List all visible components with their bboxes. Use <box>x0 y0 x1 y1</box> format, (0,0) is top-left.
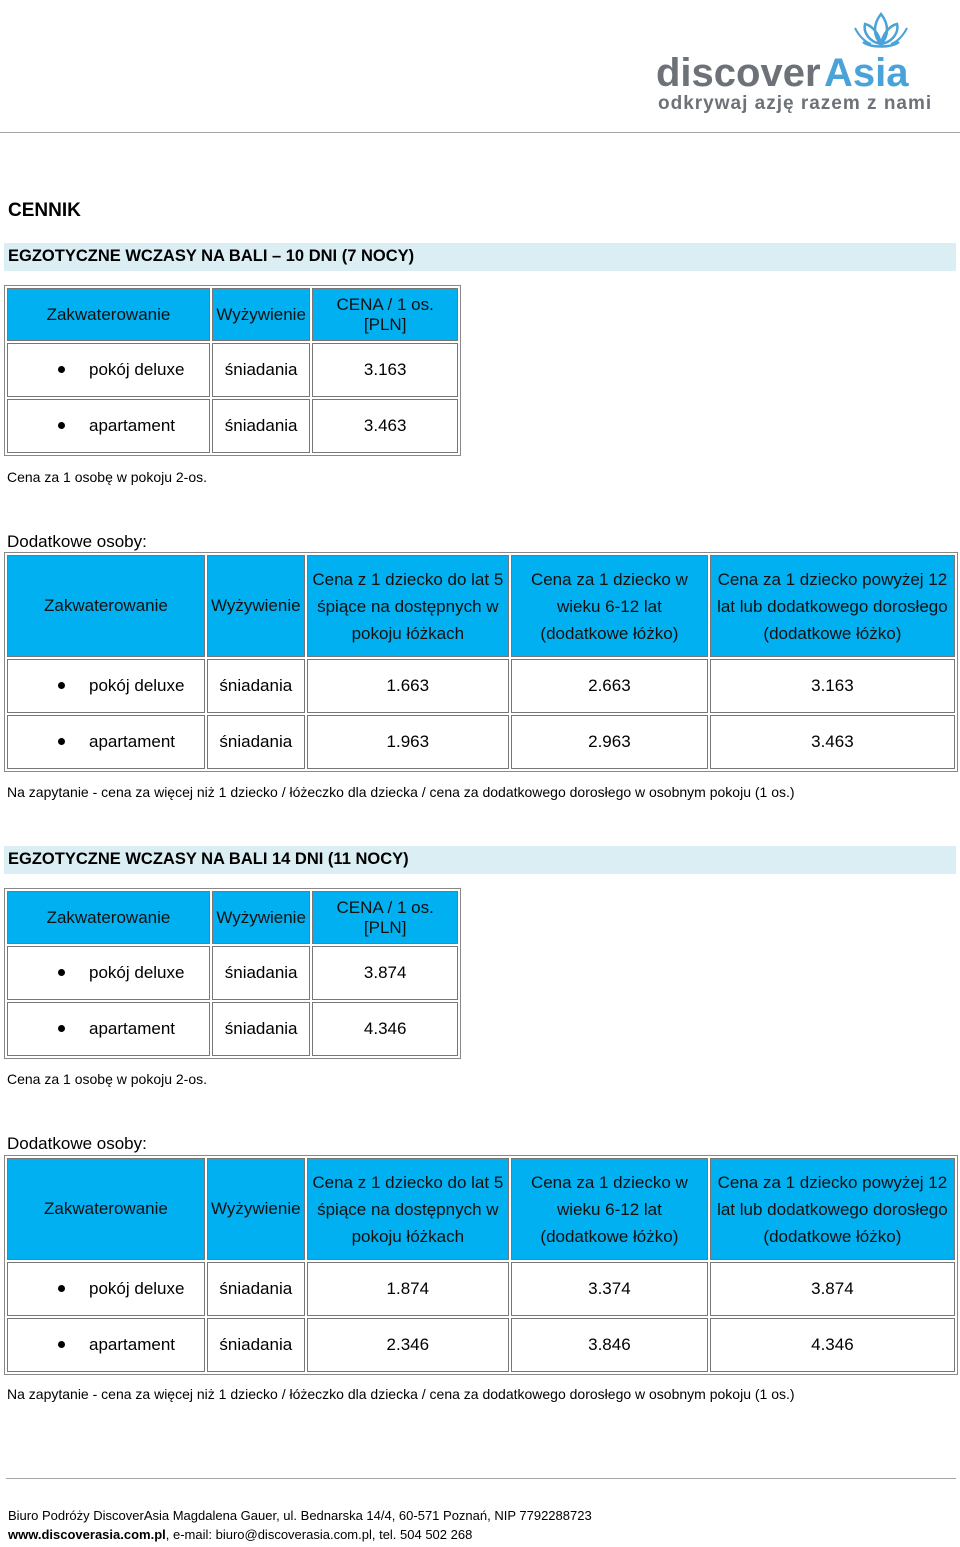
footer-address: Biuro Podróży DiscoverAsia Magdalena Gauer, ul. Bednarska 14/4, 60-571 Poznań, NIP 7792288723 <box>8 1508 592 1523</box>
extra-persons-table <box>4 1155 958 1375</box>
header-board: Wyżywienie <box>212 288 310 341</box>
section-heading-band <box>4 846 956 874</box>
header-divider <box>0 132 960 133</box>
header-child-under-5: Cena z 1 dziecko do lat 5 śpiące na dostępnych w pokoju łóżkach <box>307 1158 509 1260</box>
board-type: śniadania <box>207 1262 305 1316</box>
price-note: Cena za 1 osobę w pokoju 2-os. <box>7 1071 208 1087</box>
table-row <box>7 659 955 713</box>
inquiry-note: Na zapytanie - cena za więcej niż 1 dziecko / łóżeczko dla dziecka / cena za dodatkowego dorosłego w osobnym pokoju (1 os.) <box>7 784 795 800</box>
header-board: Wyżywienie <box>207 555 305 657</box>
table-row <box>7 1318 955 1372</box>
bullet-icon <box>58 366 65 373</box>
header-board: Wyżywienie <box>207 1158 305 1260</box>
room-type: apartament <box>89 1335 175 1354</box>
room-type: pokój deluxe <box>89 1279 185 1298</box>
header-child-over-12: Cena za 1 dziecko powyżej 12 lat lub dodatkowego dorosłego (dodatkowe łóżko) <box>710 1158 955 1260</box>
header-accommodation: Zakwaterowanie <box>7 288 210 341</box>
price-value: 3.463 <box>312 399 458 453</box>
section-heading-band <box>4 243 956 271</box>
header-child-6-12: Cena za 1 dziecko w wieku 6-12 lat (dodatkowe łóżko) <box>511 1158 708 1260</box>
footer-divider <box>6 1478 956 1479</box>
header-accommodation: Zakwaterowanie <box>7 1158 205 1260</box>
bullet-icon <box>58 1285 65 1292</box>
logo-tagline: odkrywaj azję razem z nami <box>658 93 933 114</box>
price-child-over-12: 3.163 <box>710 659 955 713</box>
header-accommodation: Zakwaterowanie <box>7 555 205 657</box>
discoverasia-logo <box>636 6 936 116</box>
price-child-under-5: 1.874 <box>307 1262 509 1316</box>
price-child-under-5: 1.963 <box>307 715 509 769</box>
room-type: apartament <box>89 1019 175 1038</box>
footer-contact <box>8 1527 472 1542</box>
price-child-over-12: 4.346 <box>710 1318 955 1372</box>
price-child-under-5: 1.663 <box>307 659 509 713</box>
price-child-6-12: 3.846 <box>511 1318 708 1372</box>
table-row <box>7 1002 458 1056</box>
room-type: pokój deluxe <box>89 963 185 982</box>
header-child-6-12: Cena za 1 dziecko w wieku 6-12 lat (dodatkowe łóżko) <box>511 555 708 657</box>
bullet-icon <box>58 969 65 976</box>
header-price: CENA / 1 os. [PLN] <box>312 288 458 341</box>
price-child-6-12: 2.963 <box>511 715 708 769</box>
board-type: śniadania <box>207 1318 305 1372</box>
price-child-6-12: 3.374 <box>511 1262 708 1316</box>
header-child-under-5: Cena z 1 dziecko do lat 5 śpiące na dostępnych w pokoju łóżkach <box>307 555 509 657</box>
room-type: apartament <box>89 416 175 435</box>
extra-persons-title: Dodatkowe osoby: <box>7 532 147 551</box>
board-type: śniadania <box>207 715 305 769</box>
bullet-icon <box>58 1025 65 1032</box>
page-title: CENNIK <box>8 200 81 221</box>
board-type: śniadania <box>212 946 310 1000</box>
price-value: 3.874 <box>312 946 458 1000</box>
extra-persons-title: Dodatkowe osoby: <box>7 1134 147 1153</box>
contact-details: , e-mail: biuro@discoverasia.com.pl, tel. 504 502 268 <box>165 1527 473 1542</box>
header-accommodation: Zakwaterowanie <box>7 891 210 944</box>
inquiry-note: Na zapytanie - cena za więcej niż 1 dziecko / łóżeczko dla dziecka / cena za dodatkowego dorosłego w osobnym pokoju (1 os.) <box>7 1386 795 1402</box>
room-type: pokój deluxe <box>89 360 185 379</box>
header-child-over-12: Cena za 1 dziecko powyżej 12 lat lub dodatkowego dorosłego (dodatkowe łóżko) <box>710 555 955 657</box>
price-child-under-5: 2.346 <box>307 1318 509 1372</box>
table-row <box>7 399 458 453</box>
table-row <box>7 1262 955 1316</box>
header-price: CENA / 1 os. [PLN] <box>312 891 458 944</box>
price-value: 4.346 <box>312 1002 458 1056</box>
bullet-icon <box>58 738 65 745</box>
price-child-over-12: 3.874 <box>710 1262 955 1316</box>
board-type: śniadania <box>212 343 310 397</box>
price-value: 3.163 <box>312 343 458 397</box>
section-heading: EGZOTYCZNE WCZASY NA BALI 14 DNI (11 NOCY) <box>8 850 409 868</box>
logo-brand-b: Asia <box>824 51 909 95</box>
price-table <box>4 888 461 1059</box>
table-row <box>7 343 458 397</box>
room-type: apartament <box>89 732 175 751</box>
price-child-over-12: 3.463 <box>710 715 955 769</box>
extra-persons-table <box>4 552 958 772</box>
room-type: pokój deluxe <box>89 676 185 695</box>
website-link[interactable]: www.discoverasia.com.pl <box>8 1527 166 1542</box>
bullet-icon <box>58 422 65 429</box>
board-type: śniadania <box>212 1002 310 1056</box>
bullet-icon <box>58 682 65 689</box>
logo-brand-a: discover <box>656 51 821 95</box>
board-type: śniadania <box>212 399 310 453</box>
bullet-icon <box>58 1341 65 1348</box>
price-child-6-12: 2.663 <box>511 659 708 713</box>
lotus-icon <box>855 14 907 47</box>
section-heading: EGZOTYCZNE WCZASY NA BALI – 10 DNI (7 NOCY) <box>8 247 415 265</box>
price-table <box>4 285 461 456</box>
price-note: Cena za 1 osobę w pokoju 2-os. <box>7 469 208 485</box>
header-board: Wyżywienie <box>212 891 310 944</box>
table-row <box>7 715 955 769</box>
table-row <box>7 946 458 1000</box>
board-type: śniadania <box>207 659 305 713</box>
